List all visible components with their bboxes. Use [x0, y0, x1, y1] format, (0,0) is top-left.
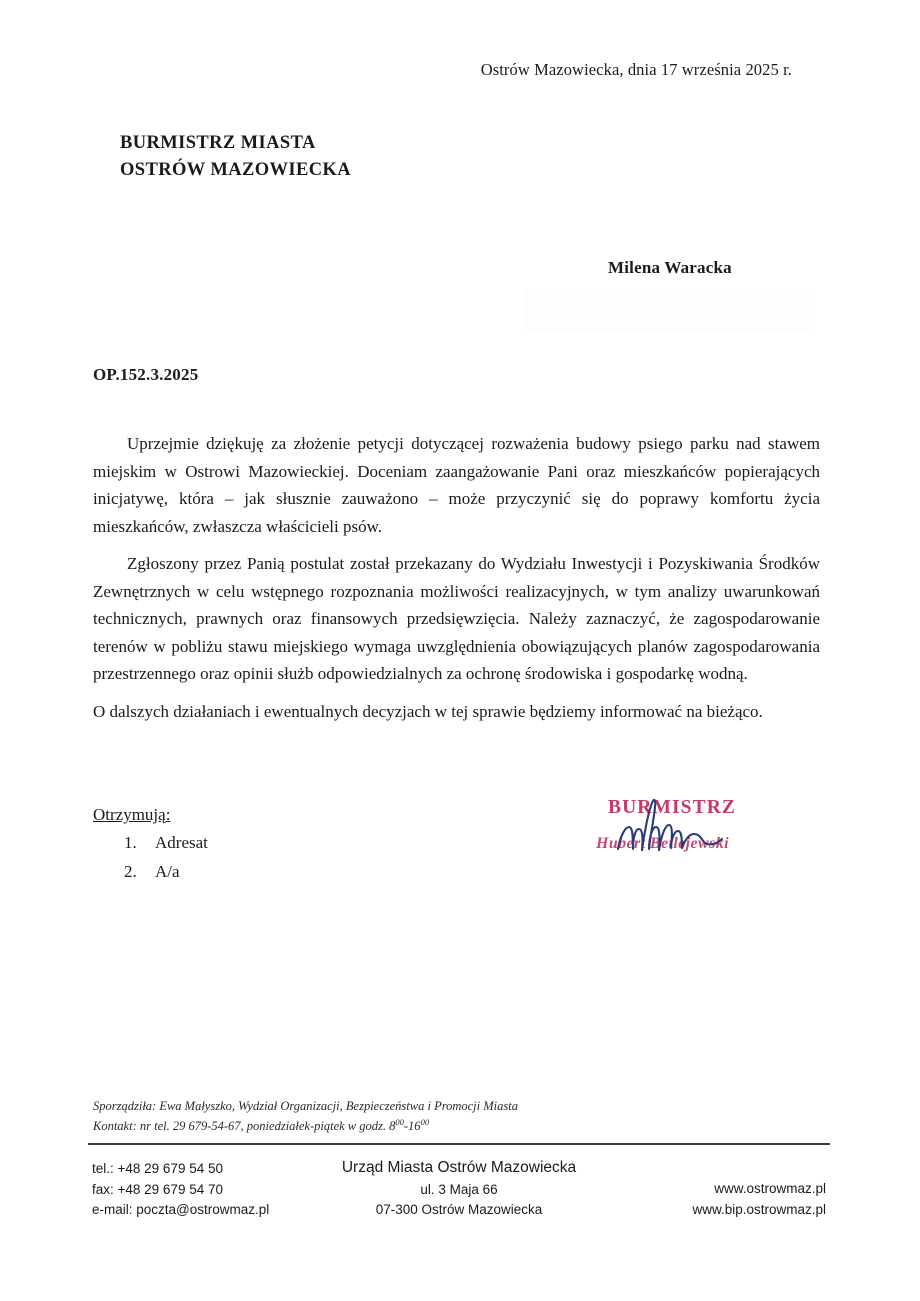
signature-stamp	[592, 793, 777, 875]
footnote-hour-sep: -16	[403, 1118, 421, 1133]
body-paragraph-2: Zgłoszony przez Panią postulat został przekazany do Wydziału Inwestycji i Pozyskiwania Środków Zewnętrznych w celu wstępnego rozpoznania możliwości realizacyjnych, w tym analizy uwarunkowań technicznych, prawnych oraz finansowych przedsięwzięcia. Należy zaznaczyć, że zagospodarowanie terenów w pobliżu stawu miejskiego wymaga uwzględnienia obowiązujących planów zagospodarowania przestrzennego oraz opinii służb odpowiedzialnych za ochronę środowiska i gospodarkę wodną.	[93, 554, 820, 684]
footnote-line-1: Sporządziła: Ewa Małyszko, Wydział Organizacji, Bezpieczeństwa i Promocji Miasta	[93, 1099, 518, 1113]
page-footer	[88, 1156, 830, 1226]
addressee-name: Milena Waracka	[608, 258, 732, 277]
footnote-line-2	[93, 1116, 518, 1136]
footer-tel: tel.: +48 29 679 54 50	[92, 1161, 223, 1176]
footer-website: www.ostrowmaz.pl	[714, 1181, 826, 1196]
redacted-address-block	[524, 288, 814, 332]
letter-body	[93, 430, 820, 725]
sender-line-2: OSTRÓW MAZOWIECKA	[120, 159, 352, 180]
footnote	[93, 1097, 518, 1136]
sender-letterhead	[120, 130, 351, 184]
list-item: 2. A/a	[141, 859, 208, 885]
sender-line-1: BURMISTRZ MIASTA	[120, 133, 316, 153]
footer-bip-website: www.bip.ostrowmaz.pl	[692, 1201, 826, 1217]
distribution-list	[93, 802, 208, 885]
distribution-title: Otrzymują:	[93, 805, 171, 824]
footnote-hour-end-sup: 00	[420, 1116, 430, 1127]
distribution-items	[93, 830, 208, 885]
footer-divider	[88, 1143, 830, 1145]
list-item: 1. Adresat	[141, 830, 208, 856]
footer-fax: fax: +48 29 679 54 70	[92, 1181, 223, 1197]
date-line: Ostrów Mazowiecka, dnia 17 września 2025 r.	[480, 60, 792, 79]
body-paragraph-1: Uprzejmie dziękuję za złożenie petycji dotyczącej rozważenia budowy psiego parku nad stawem miejskim w Ostrowi Mazowieckiej. Doceniam zaangażowanie Pani oraz mieszkańców popierających inicjatywę, która – jak słusznie zauważono – może przyczynić się do poprawy komfortu życia mieszkańców, zwłaszcza właścicieli psów.	[93, 434, 820, 536]
footer-street: ul. 3 Maja 66	[420, 1181, 498, 1197]
footer-organization: Urząd Miasta Ostrów Mazowiecka	[341, 1159, 577, 1176]
reference-number: OP.152.3.2025	[93, 365, 199, 384]
body-paragraph-3: O dalszych działaniach i ewentualnych decyzjach w tej sprawie będziemy informować na bieżąco.	[93, 701, 763, 721]
footnote-contact-prefix: Kontakt: nr tel. 29 679-54-67, poniedziałek-piątek w godz. 8	[93, 1118, 396, 1133]
footer-email: e-mail: poczta@ostrowmaz.pl	[92, 1202, 270, 1218]
stamp-name: Hubert Betlejewski	[596, 835, 729, 852]
stamp-title: BURMISTRZ	[608, 797, 737, 818]
footer-city: 07-300 Ostrów Mazowiecka	[375, 1202, 543, 1218]
footnote-hour-start-sup: 00	[395, 1116, 404, 1127]
footer-web-column	[692, 1179, 826, 1220]
